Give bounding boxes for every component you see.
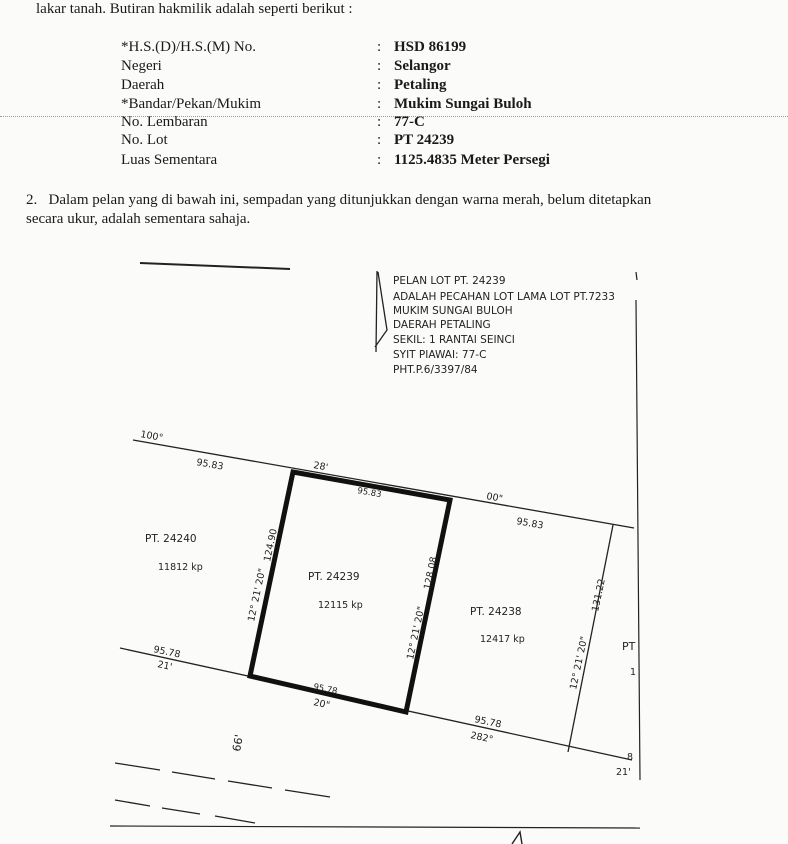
subject-lot-outline bbox=[250, 472, 450, 712]
detail-label: Luas Sementara bbox=[121, 152, 218, 168]
annot-road-width: 66' bbox=[230, 733, 246, 753]
annot-bot-minutes-left: 21' bbox=[156, 659, 174, 673]
title-tick bbox=[636, 272, 637, 280]
detail-label: No. Lembaran bbox=[121, 114, 208, 130]
title-line-2: ADALAH PECAHAN LOT LAMA LOT PT.7233 bbox=[393, 291, 615, 303]
detail-colon: : bbox=[377, 96, 382, 112]
detail-value: PT 24239 bbox=[394, 132, 455, 148]
annot-far-side-len: 131.22 bbox=[590, 577, 608, 613]
title-line-6: SYIT PIAWAI: 77-C bbox=[393, 349, 487, 361]
detail-label: Daerah bbox=[121, 77, 165, 93]
annot-top-dist-subject: 95.83 bbox=[356, 486, 383, 501]
lot-area-west: 11812 kp bbox=[158, 562, 203, 573]
annot-far-side-bearing: 12° 21' 20" bbox=[568, 635, 591, 691]
plan-stroke bbox=[140, 263, 290, 269]
annot-top-dist-right: 95.83 bbox=[515, 516, 545, 532]
lot-id-subject: PT. 24239 bbox=[308, 571, 360, 583]
detail-value: 1125.4835 Meter Persegi bbox=[394, 152, 550, 168]
detail-value: HSD 86199 bbox=[394, 39, 467, 55]
detail-colon: : bbox=[377, 39, 382, 55]
annot-bot-dist-left: 95.78 bbox=[152, 644, 182, 661]
annot-edge-num: 8 bbox=[627, 752, 634, 763]
title-block bbox=[393, 275, 615, 376]
detail-colon: : bbox=[377, 132, 382, 148]
annot-top-dist-left: 95.83 bbox=[195, 457, 225, 473]
far-right-boundary bbox=[568, 525, 613, 752]
lot-id-east: PT. 24238 bbox=[470, 606, 522, 618]
bottom-rule bbox=[110, 826, 640, 828]
annot-top-minutes: 28' bbox=[312, 460, 329, 474]
detail-value: Mukim Sungai Buloh bbox=[394, 96, 532, 112]
boundary-annotations bbox=[139, 429, 636, 778]
annot-left-side-bearing: 12° 21' 20" bbox=[246, 567, 269, 623]
lot-id-west: PT. 24240 bbox=[145, 533, 197, 545]
detail-value: 77-C bbox=[394, 114, 425, 130]
title-bracket bbox=[375, 271, 387, 352]
annot-bot-bearing: 282° bbox=[469, 730, 495, 746]
lot-id-far-east: PT bbox=[622, 640, 636, 653]
annot-right-side-len: 128.08 bbox=[422, 555, 440, 591]
detail-colon: : bbox=[377, 77, 382, 93]
annot-edge-one: 1 bbox=[630, 667, 637, 678]
road-dashes-2 bbox=[115, 800, 255, 823]
lot-area-east: 12417 kp bbox=[480, 634, 525, 645]
annot-edge-minutes: 21' bbox=[616, 767, 631, 778]
paragraph-number: 2. bbox=[26, 192, 38, 208]
detail-colon: : bbox=[377, 114, 382, 130]
top-boundary bbox=[133, 440, 634, 528]
detail-colon: : bbox=[377, 152, 382, 168]
annot-top-seconds: 00" bbox=[485, 491, 504, 505]
annot-bot-dist-right: 95.78 bbox=[473, 714, 503, 731]
road-dashes-1 bbox=[115, 763, 330, 797]
lot-area-subject: 12115 kp bbox=[318, 600, 363, 611]
detail-label: Negeri bbox=[121, 58, 162, 74]
annot-left-side-len: 124.90 bbox=[262, 527, 280, 563]
annot-bot-dist-subject: 95.78 bbox=[312, 682, 339, 697]
title-line-4: DAERAH PETALING bbox=[393, 319, 491, 331]
paragraph-2-line-2: secara ukur, adalah sementara sahaja. bbox=[26, 211, 251, 227]
annot-right-side-bearing: 12° 21' 20" bbox=[405, 605, 428, 661]
lot-labels bbox=[145, 533, 636, 653]
annot-top-bearing: 100° bbox=[139, 429, 164, 444]
paragraph-text: Dalam pelan yang di bawah ini, sempadan yang ditunjukkan dengan warna merah, belum ditetapkan bbox=[48, 192, 652, 208]
title-line-5: SEKIL: 1 RANTAI SEINCI bbox=[393, 334, 515, 346]
detail-label: *Bandar/Pekan/Mukim bbox=[121, 96, 261, 112]
detail-colon: : bbox=[377, 58, 382, 74]
partial-glyph bbox=[512, 832, 522, 844]
annot-bot-seconds: 20" bbox=[312, 697, 331, 712]
title-line-1: PELAN LOT PT. 24239 bbox=[393, 275, 506, 287]
title-line-3: MUKIM SUNGAI BULOH bbox=[393, 305, 513, 317]
title-line-7: PHT.P.6/3397/84 bbox=[393, 364, 478, 376]
detail-value: Petaling bbox=[394, 77, 447, 93]
right-margin-line bbox=[636, 300, 640, 780]
detail-label: *H.S.(D)/H.S.(M) No. bbox=[121, 39, 256, 55]
intro-text: lakar tanah. Butiran hakmilik adalah seperti berikut : bbox=[36, 1, 353, 17]
detail-label: No. Lot bbox=[121, 132, 168, 148]
detail-value: Selangor bbox=[394, 58, 451, 74]
